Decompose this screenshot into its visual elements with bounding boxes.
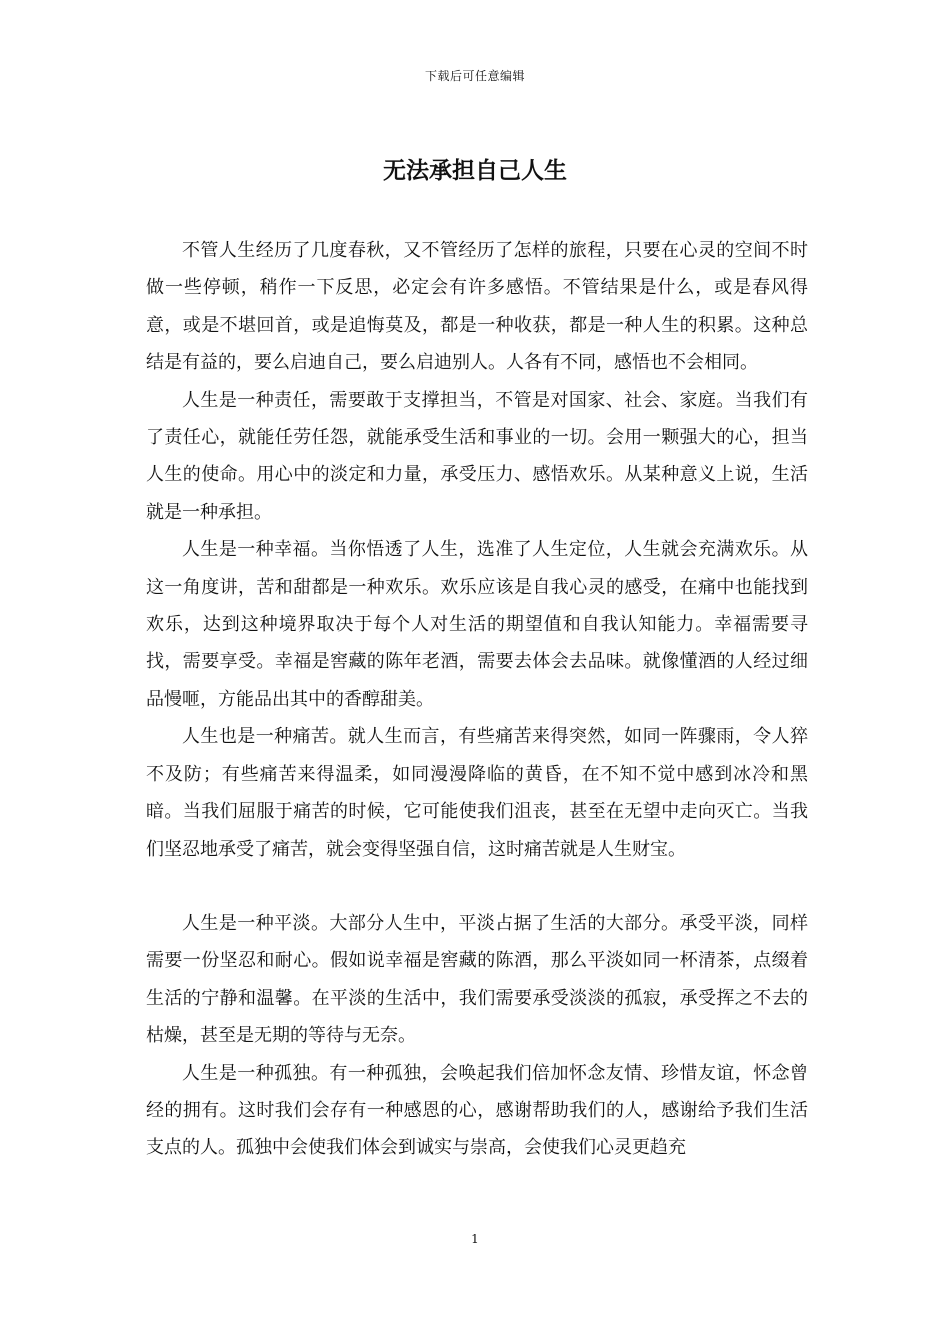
paragraph: 人生是一种幸福。当你悟透了人生，选准了人生定位，人生就会充满欢乐。从这一角度讲，苦和甜都是一种欢乐。欢乐应该是自我心灵的感受，在痛中也能找到欢乐，达到这种境界取决于每个人对生活的期望值和自我认知能力。幸福需要寻找，需要享受。幸福是窖藏的陈年老酒，需要去体会去品味。就像懂酒的人经过细品慢咂，方能品出其中的香醇甜美。	[146, 539, 808, 710]
paragraph: 人生也是一种痛苦。就人生而言，有些痛苦来得突然，如同一阵骤雨，令人猝不及防；有些痛苦来得温柔，如同漫漫降临的黄昏，在不知不觉中感到冰冷和黑暗。当我们屈服于痛苦的时候，它可能使我们沮丧，甚至在无望中走向灭亡。当我们坚忍地承受了痛苦，就会变得坚强自信，这时痛苦就是人生财宝。	[146, 726, 808, 860]
paragraph: 人生是一种平淡。大部分人生中，平淡占据了生活的大部分。承受平淡，同样需要一份坚忍和耐心。假如说幸福是窖藏的陈酒，那么平淡如同一杯清茶，点缀着生活的宁静和温馨。在平淡的生活中，我们需要承受淡淡的孤寂，承受挥之不去的枯燥，甚至是无期的等待与无奈。	[146, 912, 808, 1047]
paragraph: 人生是一种孤独。有一种孤独，会唤起我们倍加怀念友情、珍惜友谊，怀念曾经的拥有。这时我们会存有一种感恩的心，感谢帮助我们的人，感谢给予我们生活支点的人。孤独中会使我们体会到诚实与崇高，会使我们心灵更趋充	[146, 1062, 808, 1159]
paragraph: 人生是一种责任，需要敢于支撑担当，不管是对国家、社会、家庭。当我们有了责任心，就能任劳任怨，就能承受生活和事业的一切。会用一颗强大的心，担当人生的使命。用心中的淡定和力量，承受压力、感悟欢乐。从某种意义上说，生活就是一种承担。	[146, 389, 808, 523]
paragraph: 不管人生经历了几度春秋，又不管经历了怎样的旅程，只要在心灵的空间不时做一些停顿，稍作一下反思，必定会有许多感悟。不管结果是什么，或是春风得意，或是不堪回首，或是追悔莫及，都是一种收获，都是一种人生的积累。这种总结是有益的，要么启迪自己，要么启迪别人。人各有不同，感悟也不会相同。	[146, 240, 808, 374]
document-body	[146, 232, 808, 1167]
document-title: 无法承担自己人生	[383, 158, 567, 184]
header-note: 下载后可任意编辑	[424, 69, 525, 83]
page-number: 1	[471, 1232, 479, 1246]
